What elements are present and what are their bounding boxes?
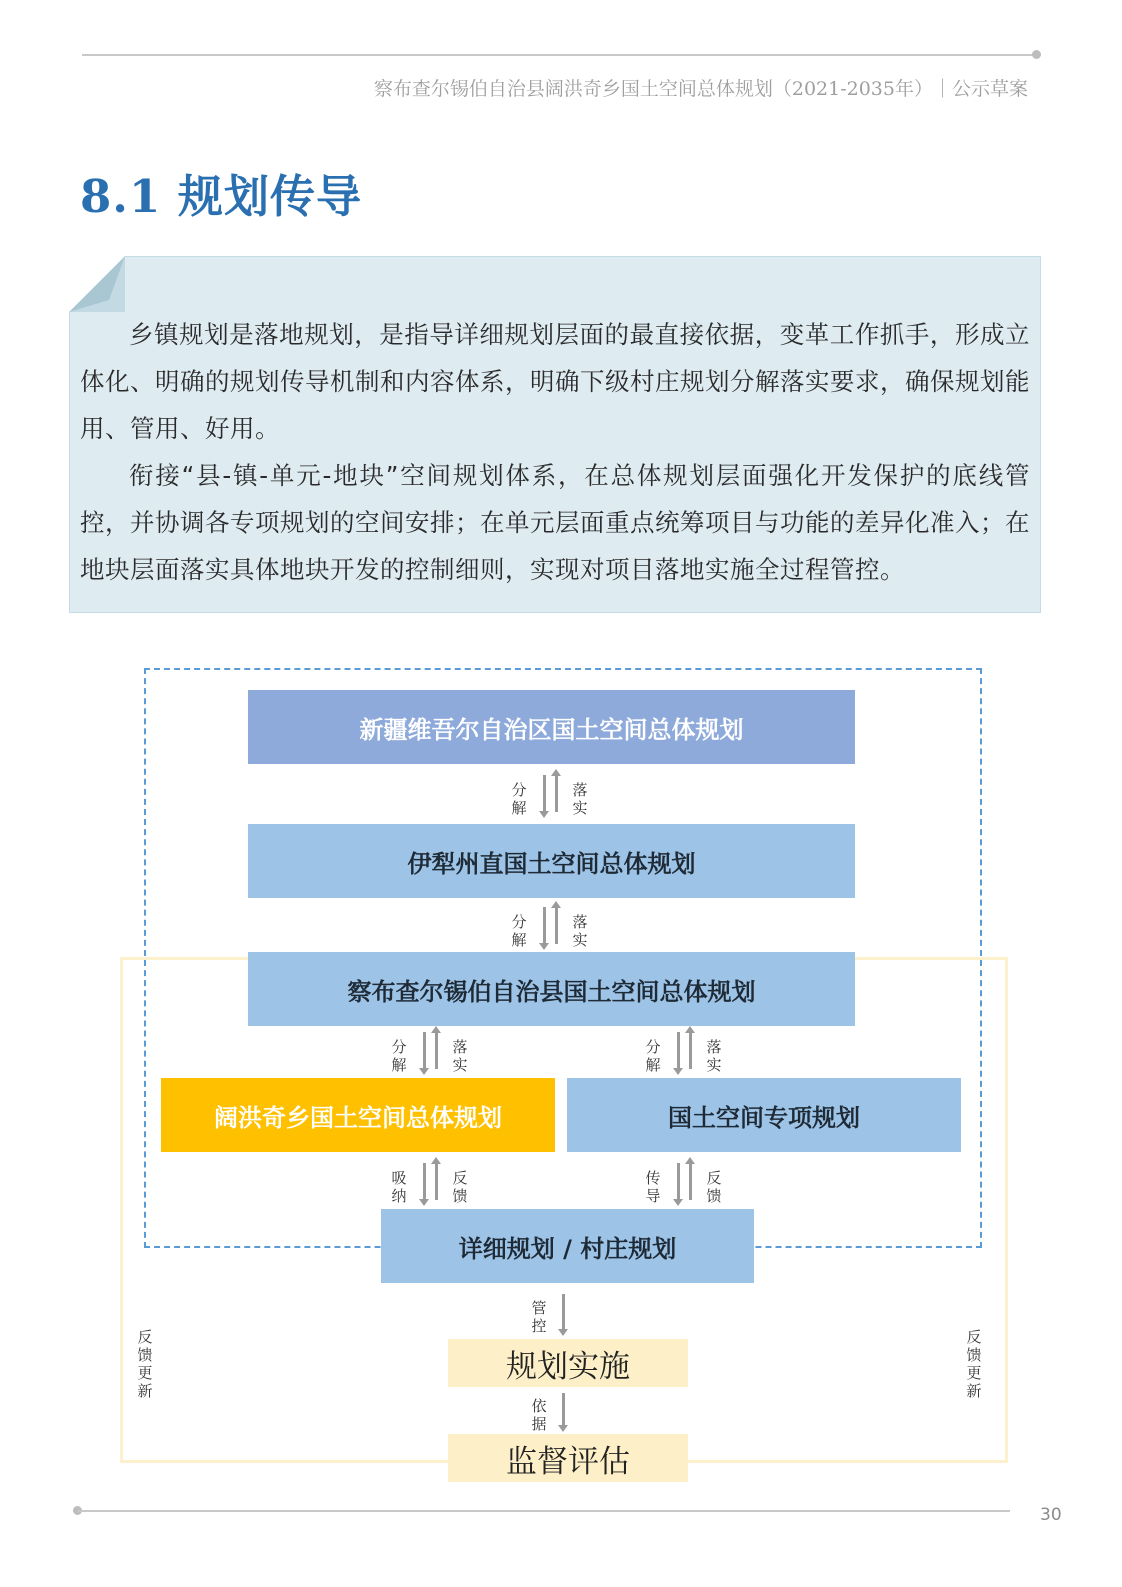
arrow-down	[543, 907, 546, 944]
arrow-up	[689, 1163, 692, 1200]
arrow-down	[423, 1163, 426, 1200]
label-decompose: 分解	[511, 913, 527, 949]
arrow-up	[555, 907, 558, 944]
label-implement: 落实	[706, 1038, 722, 1074]
page-fold-icon	[69, 256, 127, 314]
header-rule-dot	[1032, 50, 1041, 59]
node-implementation: 规划实施	[448, 1339, 688, 1387]
label-feedback: 反馈	[452, 1169, 468, 1205]
label-transmit: 传导	[645, 1169, 661, 1205]
arrow-down	[423, 1032, 426, 1069]
label-feedback-update-right: 反馈更新	[966, 1328, 982, 1400]
label-absorb: 吸纳	[391, 1169, 407, 1205]
arrow-down	[543, 775, 546, 812]
label-implement: 落实	[452, 1038, 468, 1074]
label-feedback-update-left: 反馈更新	[137, 1328, 153, 1400]
node-county-plan: 察布查尔锡伯自治县国土空间总体规划	[248, 952, 855, 1026]
label-basis: 依据	[531, 1397, 547, 1433]
label-implement: 落实	[572, 913, 588, 949]
node-supervision: 监督评估	[448, 1434, 688, 1482]
intro-box	[69, 256, 1041, 613]
arrow-down	[562, 1294, 565, 1330]
label-control: 管控	[531, 1299, 547, 1335]
label-implement: 落实	[572, 781, 588, 817]
page-number: 30	[1040, 1505, 1062, 1525]
section-title: 8.1 规划传导	[80, 170, 362, 223]
node-special-plan: 国土空间专项规划	[567, 1078, 961, 1152]
label-feedback: 反馈	[706, 1169, 722, 1205]
arrow-up	[435, 1163, 438, 1200]
arrow-up	[435, 1032, 438, 1069]
arrow-down	[562, 1393, 565, 1426]
label-decompose: 分解	[645, 1038, 661, 1074]
arrow-up	[689, 1032, 692, 1069]
header-title: 察布查尔锡伯自治县阔洪奇乡国土空间总体规划（2021-2035年）｜公示草案	[373, 78, 1028, 100]
node-township-plan: 阔洪奇乡国土空间总体规划	[161, 1078, 555, 1152]
arrow-down	[677, 1163, 680, 1200]
intro-paragraph: 衔接“县-镇-单元-地块”空间规划体系，在总体规划层面强化开发保护的底线管控，并协调各专项规划的空间安排；在单元层面重点统筹项目与功能的差异化准入；在地块层面落实具体地块开发的控制细则，实现对项目落地实施全过程管控。	[80, 461, 1030, 584]
label-decompose: 分解	[391, 1038, 407, 1074]
arrow-down	[677, 1032, 680, 1069]
footer-rule	[78, 1510, 1010, 1512]
intro-paragraph: 乡镇规划是落地规划，是指导详细规划层面的最直接依据，变革工作抓手，形成立体化、明确的规划传导机制和内容体系，明确下级村庄规划分解落实要求，确保规划能用、管用、好用。	[80, 320, 1030, 443]
header-rule	[82, 54, 1037, 56]
label-decompose: 分解	[511, 781, 527, 817]
node-xinjiang-plan: 新疆维吾尔自治区国土空间总体规划	[248, 690, 855, 764]
arrow-up	[555, 775, 558, 812]
node-detail-village-plan: 详细规划 / 村庄规划	[381, 1209, 754, 1283]
node-yili-plan: 伊犁州直国土空间总体规划	[248, 824, 855, 898]
